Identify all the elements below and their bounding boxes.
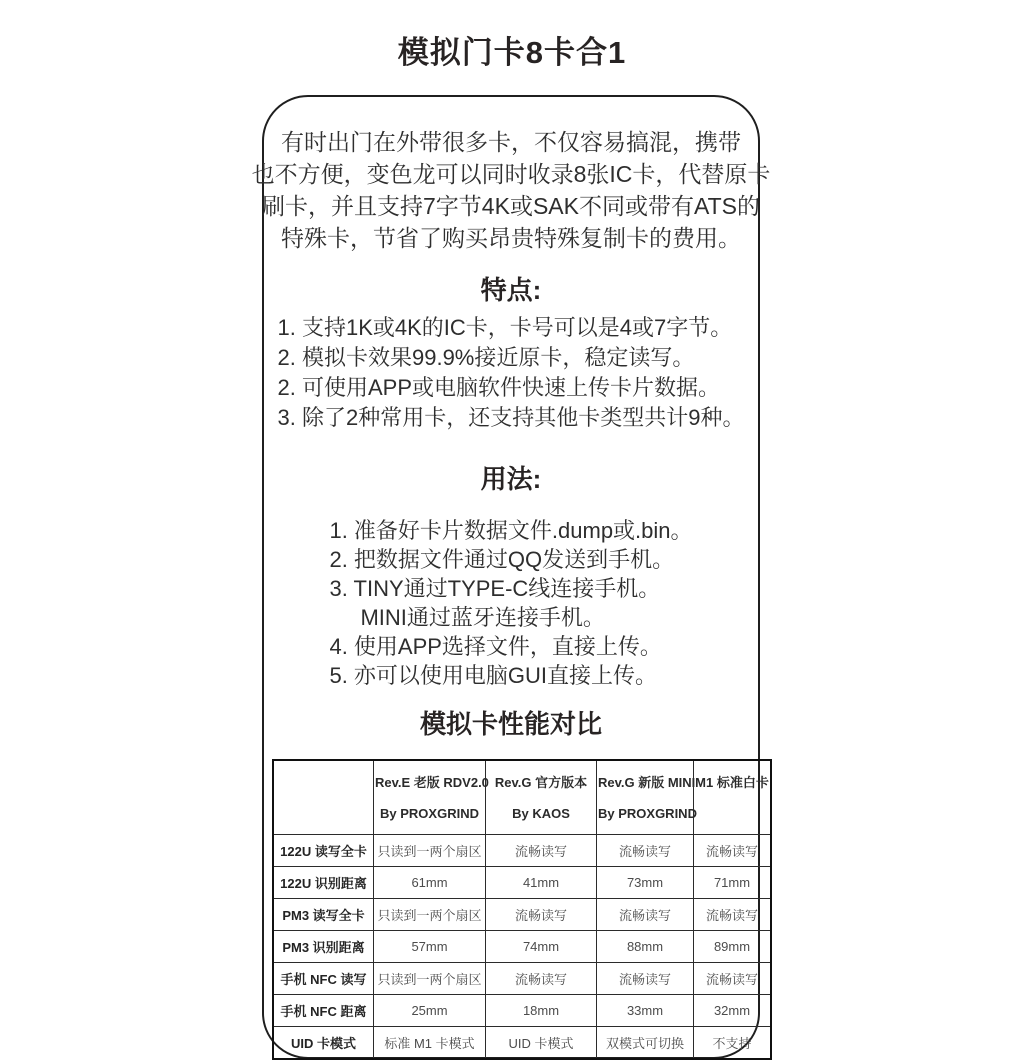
cell-value: 流畅读写 <box>694 963 772 995</box>
cell-value: 33mm <box>597 995 694 1027</box>
cell-value: 只读到一两个扇区 <box>374 963 486 995</box>
comparison-corner-cell <box>273 760 374 835</box>
table-row <box>273 899 771 931</box>
cell-value: 不支持 <box>694 1027 772 1059</box>
comparison-header-row <box>273 760 771 835</box>
usage-item: 2. 把数据文件通过QQ发送到手机。 <box>329 547 675 572</box>
column-title: Rev.E 老版 RDV2.0 <box>375 775 489 790</box>
cell-value: 流畅读写 <box>694 899 772 931</box>
features-list <box>278 313 745 433</box>
feature-item: 2. 可使用APP或电脑软件快速上传卡片数据。 <box>277 375 721 400</box>
cell-value: 71mm <box>694 867 772 899</box>
table-row <box>273 1027 771 1059</box>
usage-item: 5. 亦可以使用电脑GUI直接上传。 <box>329 663 658 688</box>
cell-value: UID 卡模式 <box>486 1027 597 1059</box>
table-row <box>273 867 771 899</box>
cell-value: 41mm <box>486 867 597 899</box>
usage-item: 1. 准备好卡片数据文件.dump或.bin。 <box>329 518 693 543</box>
row-label: 122U 读写全卡 <box>273 835 374 867</box>
content-box <box>251 95 771 1059</box>
page-title: 模拟门卡8卡合1 <box>397 35 627 70</box>
table-row <box>273 963 771 995</box>
cell-value: 只读到一两个扇区 <box>374 835 486 867</box>
intro-line: 刷卡，并且支持7字节4K或SAK不同或带有ATS的 <box>262 193 760 219</box>
usage-item: 3. TINY通过TYPE-C线连接手机。 <box>329 576 661 601</box>
row-label: UID 卡模式 <box>273 1027 374 1059</box>
cell-value: 流畅读写 <box>597 963 694 995</box>
table-row <box>273 931 771 963</box>
cell-value: 标准 M1 卡模式 <box>374 1027 486 1059</box>
cell-value: 88mm <box>597 931 694 963</box>
cell-value: 只读到一两个扇区 <box>374 899 486 931</box>
cell-value: 流畅读写 <box>597 899 694 931</box>
cell-value: 73mm <box>597 867 694 899</box>
column-title: Rev.G 新版 MINI <box>598 775 696 790</box>
feature-item: 3. 除了2种常用卡，还支持其他卡类型共计9种。 <box>277 405 745 430</box>
row-label: PM3 识别距离 <box>273 931 374 963</box>
comparison-table <box>272 759 772 1060</box>
comparison-column-header <box>694 760 772 835</box>
column-title: M1 标准白卡 <box>695 775 769 790</box>
cell-value: 流畅读写 <box>597 835 694 867</box>
table-row <box>273 995 771 1027</box>
column-byline: By PROXGRIND <box>598 806 697 821</box>
row-label: 122U 识别距离 <box>273 867 374 899</box>
feature-item: 2. 模拟卡效果99.9%接近原卡，稳定读写。 <box>277 345 695 370</box>
features-heading: 特点: <box>480 275 542 305</box>
cell-value: 流畅读写 <box>486 963 597 995</box>
cell-value: 57mm <box>374 931 486 963</box>
comparison-column-header <box>486 760 597 835</box>
usage-item-continuation: MINI通过蓝牙连接手机。 <box>360 605 605 630</box>
cell-value: 18mm <box>486 995 597 1027</box>
row-label: 手机 NFC 读写 <box>273 963 374 995</box>
cell-value: 流畅读写 <box>486 899 597 931</box>
cell-value: 89mm <box>694 931 772 963</box>
usage-item: 4. 使用APP选择文件，直接上传。 <box>329 634 662 659</box>
cell-value: 流畅读写 <box>486 835 597 867</box>
intro-line: 特殊卡，节省了购买昂贵特殊复制卡的费用。 <box>281 225 741 251</box>
row-label: PM3 读写全卡 <box>273 899 374 931</box>
intro-paragraph <box>251 126 771 254</box>
cell-value: 双模式可切换 <box>597 1027 694 1059</box>
cell-value: 25mm <box>374 995 486 1027</box>
cell-value: 流畅读写 <box>694 835 772 867</box>
intro-line: 有时出门在外带很多卡，不仅容易搞混，携带 <box>281 129 741 155</box>
column-byline: By KAOS <box>512 806 570 821</box>
comparison-heading: 模拟卡性能对比 <box>419 709 602 739</box>
row-label: 手机 NFC 距离 <box>273 995 374 1027</box>
feature-item: 1. 支持1K或4K的IC卡，卡号可以是4或7字节。 <box>277 315 733 340</box>
intro-line: 也不方便，变色龙可以同时收录8张IC卡，代替原卡 <box>251 161 771 187</box>
cell-value: 74mm <box>486 931 597 963</box>
table-row <box>273 835 771 867</box>
usage-heading: 用法: <box>480 464 542 494</box>
comparison-column-header <box>597 760 697 835</box>
cell-value: 32mm <box>694 995 772 1027</box>
comparison-column-header <box>374 760 489 835</box>
column-title: Rev.G 官方版本 <box>494 775 588 790</box>
column-byline: By PROXGRIND <box>380 806 479 821</box>
cell-value: 61mm <box>374 867 486 899</box>
usage-list <box>329 516 692 690</box>
